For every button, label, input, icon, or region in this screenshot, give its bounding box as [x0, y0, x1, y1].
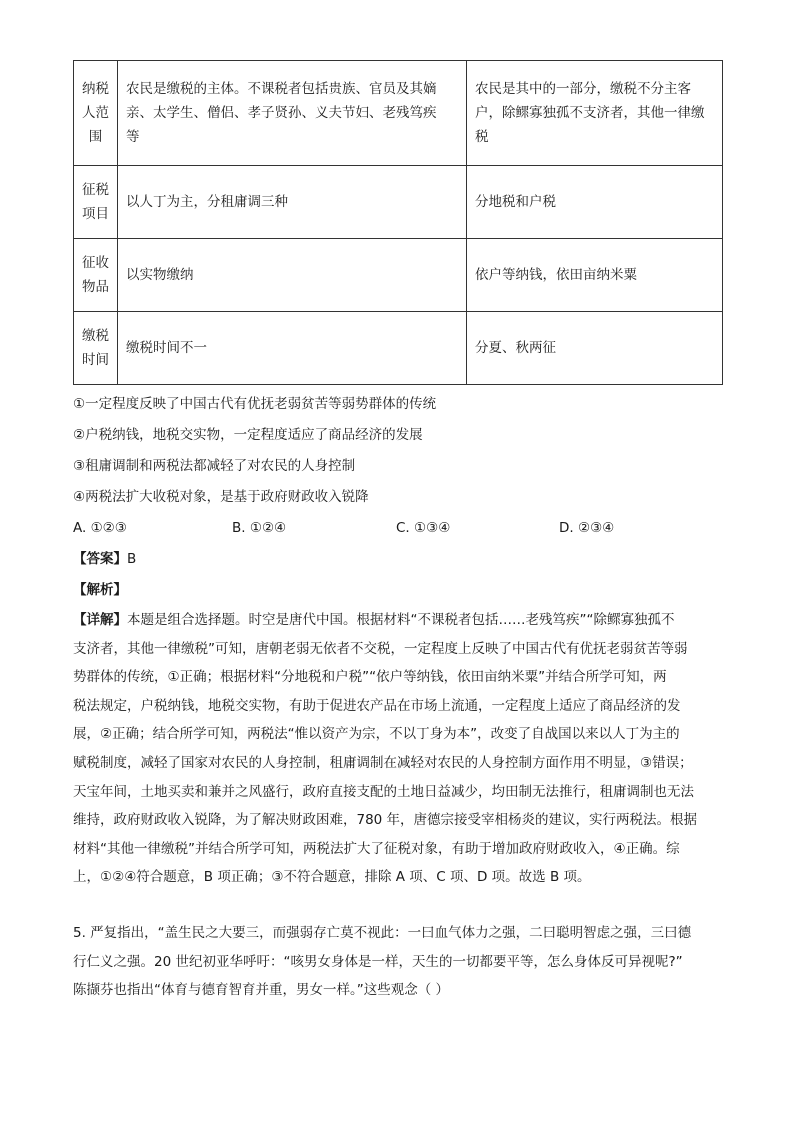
option-d[interactable]: D. ②③④: [559, 520, 615, 536]
cell-text-line: 农民是其中的一部分，缴税不分主客: [475, 81, 691, 97]
tang-early-cell: [118, 239, 467, 312]
answer-line: [73, 547, 723, 578]
question-5-line: 5. 严复指出，“盖生民之大要三，而强弱存亡莫不视此：一曰血气体力之强，二曰聪明智虑之强，三曰德: [73, 925, 692, 941]
detail-text-line: 本题是组合选择题。时空是唐代中国。根据材料“不课税者包括……老残笃疾”“除鳏寡独孤不: [127, 612, 675, 628]
two-tax-cell: [467, 312, 723, 385]
detail-paragraph: [73, 606, 723, 892]
row-header-cell: [74, 166, 118, 239]
row-header-text: 纳税: [82, 81, 109, 97]
detail-text-line: 势群体的传统，①正确；根据材料“分地税和户税”“依户等纳钱，依田亩纳米粟”并结合所学可知，两: [73, 669, 667, 686]
cell-text-line: 以实物缴纳: [126, 267, 194, 283]
answer-label: 【答案】: [73, 551, 127, 567]
tax-comparison-table: [73, 60, 723, 385]
cell-text-line: 分地税和户税: [475, 194, 556, 210]
detail-text-line: 材料“其他一律缴税”并结合所学可知，两税法扩大了征税对象，有助于增加政府财政收入，④正确。综: [73, 840, 680, 857]
row-header-text: 围: [88, 129, 103, 145]
cell-text-line: 亲、太学生、僧侣、孝子贤孙、义夫节妇、老残笃疾: [126, 105, 437, 121]
table-row: [74, 312, 723, 385]
statement-4: ④两税法扩大收税对象，是基于政府财政收入锐降: [73, 489, 369, 505]
analysis-label: 【解析】: [73, 582, 127, 598]
cell-text-line: 等: [126, 129, 140, 145]
table-row: [74, 166, 723, 239]
cell-text-line: 农民是缴税的主体。不课税者包括贵族、官员及其嫡: [126, 81, 437, 97]
detail-text-line: 赋税制度，减轻了国家对农民的人身控制，租庸调制在减轻对农民的人身控制方面作用不明显，③错误；: [73, 754, 693, 771]
row-header-text: 物品: [82, 279, 109, 295]
question-5: [73, 919, 723, 1005]
row-header-text: 人范: [82, 105, 109, 121]
detail-text-line: 展，②正确；结合所学可知，两税法“惟以资产为宗，不以丁身为本”，改变了自战国以来以人丁为主的: [73, 726, 680, 743]
detail-text-line: 维持，政府财政收入锐降，为了解决财政困难，780 年，唐德宗接受宰相杨炎的建议，实行两税法。根据: [73, 812, 698, 829]
option-c[interactable]: C. ①③④: [396, 520, 451, 536]
row-header-text: 征收: [82, 255, 109, 271]
row-header-cell: [74, 239, 118, 312]
cell-text-line: 户，除鳏寡独孤不支济者，其他一律缴: [475, 105, 705, 121]
row-header-text: 时间: [82, 352, 109, 368]
row-header-cell: [74, 61, 118, 166]
option-a[interactable]: A. ①②③: [73, 520, 127, 536]
answer-options: [73, 516, 723, 547]
question-statements: [73, 392, 723, 609]
tang-early-cell: [118, 61, 467, 166]
detail-text-line: 税法规定，户税纳钱，地税交实物，有助于促进农产品在市场上流通，一定程度上适应了商品经济的发: [73, 697, 681, 714]
tang-early-cell: [118, 166, 467, 239]
table-row: [74, 239, 723, 312]
two-tax-cell: [467, 166, 723, 239]
cell-text-line: 分夏、秋两征: [475, 340, 556, 356]
row-header-text: 征税: [82, 182, 109, 198]
row-header-text: 缴税: [82, 328, 109, 344]
cell-text-line: 依户等纳钱，依田亩纳米粟: [475, 267, 637, 283]
detail-text-line: 支济者，其他一律缴税”可知，唐朝老弱无依者不交税，一定程度上反映了中国古代有优抚老弱贫苦等弱: [73, 640, 688, 657]
cell-text-line: 税: [475, 129, 489, 145]
analysis-line: [73, 578, 723, 609]
two-tax-cell: [467, 239, 723, 312]
detail-label: 【详解】: [73, 612, 127, 628]
detail-text-line: 上，①②④符合题意，B 项正确；③不符合题意，排除 A 项、C 项、D 项。故选 B 项。: [73, 869, 591, 886]
row-header-text: 项目: [82, 206, 109, 222]
two-tax-cell: [467, 61, 723, 166]
question-5-line: 行仁义之强。20 世纪初亚华呼吁：“咳男女身体是一样，天生的一切都要平等，怎么身体反可异视呢?”: [73, 953, 683, 970]
answer-value: B: [127, 551, 137, 567]
statement-2: ②户税纳钱，地税交实物，一定程度适应了商品经济的发展: [73, 427, 423, 443]
option-b[interactable]: B. ①②④: [232, 520, 287, 536]
row-header-cell: [74, 312, 118, 385]
tang-early-cell: [118, 312, 467, 385]
table-row: [74, 61, 723, 166]
question-5-line: 陈撷芬也指出“体育与德育智育并重，男女一样。”这些观念（ ）: [73, 982, 450, 999]
statement-3: ③租庸调制和两税法都减轻了对农民的人身控制: [73, 458, 356, 474]
statement-1: ①一定程度反映了中国古代有优抚老弱贫苦等弱势群体的传统: [73, 396, 437, 412]
detail-text-line: 天宝年间，土地买卖和兼并之风盛行，政府直接支配的土地日益减少，均田制无法推行，租庸调制也无法: [73, 783, 694, 800]
cell-text-line: 缴税时间不一: [126, 340, 207, 356]
cell-text-line: 以人丁为主，分租庸调三种: [126, 194, 288, 210]
